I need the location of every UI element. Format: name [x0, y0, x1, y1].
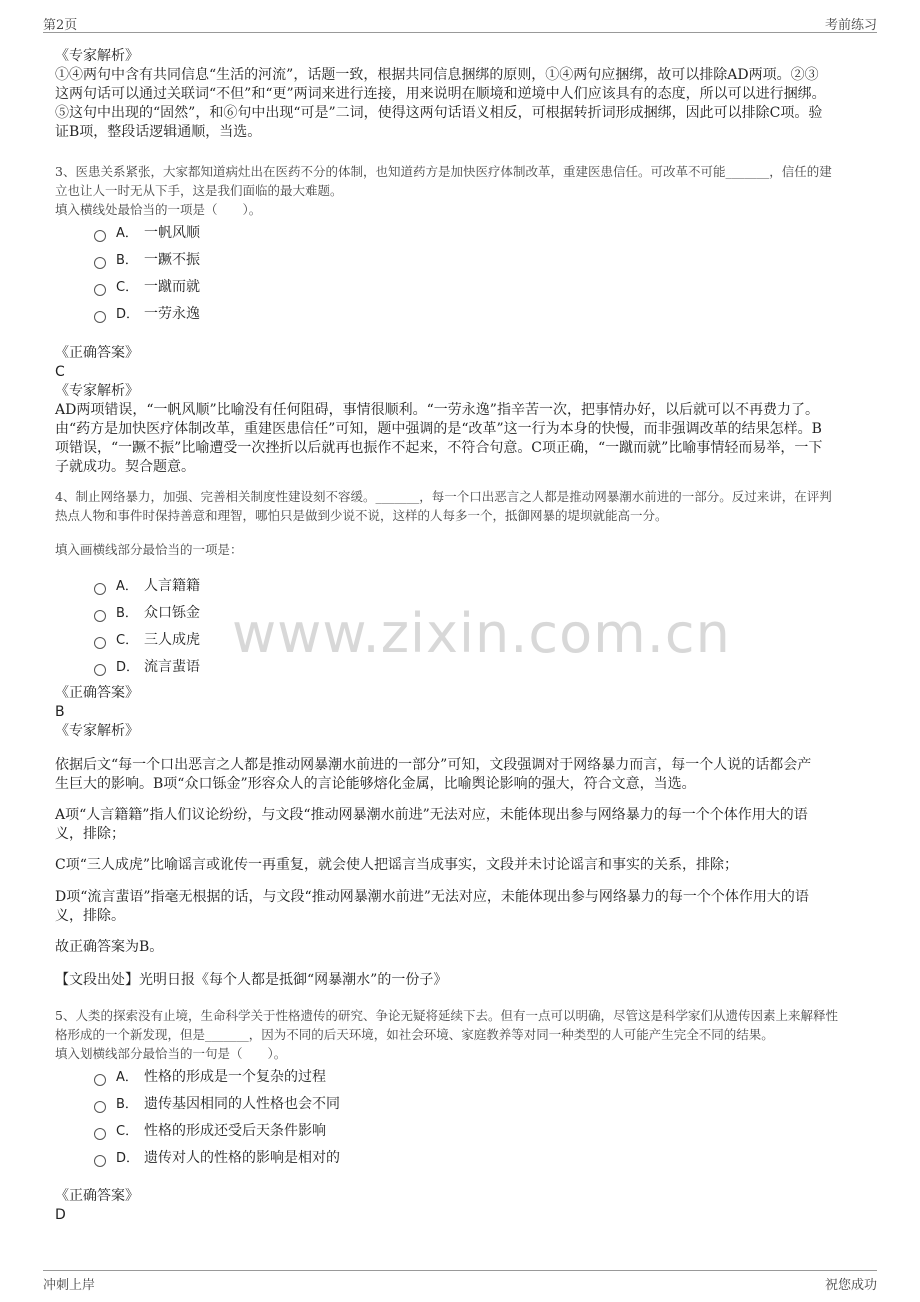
stem-line: 5、人类的探索没有止境，生命科学关于性格遗传的研究、争论无疑将延续下去。但有一点可以明确，尽管这是科学家们从遗传因素上来解释性 [55, 1008, 838, 1023]
q4-option-c[interactable] [94, 629, 200, 649]
radio-icon[interactable] [94, 311, 106, 323]
option-letter: C． [116, 280, 139, 295]
option-text: 性格的形成是一个复杂的过程 [144, 1069, 326, 1085]
analysis-line: 生巨大的影响。B项“众口铄金”形容众人的言论能够熔化金属，比喻舆论影响的强大，符合文意，当选。 [55, 776, 696, 792]
q4-conclusion: 故正确答案为B。 [55, 939, 164, 955]
q4-stem [55, 487, 865, 525]
q2-analysis-title: 《专家解析》 [55, 48, 139, 64]
stem-line: 3、医患关系紧张，大家都知道病灶出在医药不分的体制，也知道药方是加快医疗体制改革，重建医患信任。可改革不可能_______，信任的建 [55, 164, 832, 179]
stem-line: 格形成的一个新发现，但是_______，因为不同的后天环境，如社会环境、家庭教养等对同一种类型的人可能产生完全不同的结果。 [55, 1027, 774, 1042]
q5-option-d[interactable] [94, 1147, 340, 1167]
q5-option-c[interactable] [94, 1120, 326, 1140]
radio-icon[interactable] [94, 637, 106, 649]
q5-option-b[interactable] [94, 1093, 340, 1113]
analysis-line: 义，排除。 [55, 908, 125, 924]
option-letter: A． [116, 579, 138, 594]
q3-option-a[interactable] [94, 222, 200, 242]
option-letter: A． [116, 1070, 138, 1085]
q3-prompt: 填入横线处最恰当的一项是（ ）。 [55, 202, 262, 217]
q3-answer-title: 《正确答案》 [55, 345, 139, 361]
analysis-line: AD两项错误，“一帆风顺”比喻没有任何阻碍，事情很顺利。“一劳永逸”指辛苦一次，把事情办好，以后就可以不再费力了。 [55, 402, 819, 418]
option-text: 遗传基因相同的人性格也会不同 [144, 1096, 340, 1112]
q4-answer: B [55, 704, 65, 720]
radio-icon[interactable] [94, 610, 106, 622]
option-letter: D． [116, 307, 140, 322]
radio-icon[interactable] [94, 1074, 106, 1086]
q5-stem [55, 1006, 865, 1044]
radio-icon[interactable] [94, 257, 106, 269]
q5-prompt: 填入划横线部分最恰当的一句是（ ）。 [55, 1046, 287, 1061]
q4-analysis-para4 [55, 888, 865, 926]
option-text: 遗传对人的性格的影响是相对的 [144, 1150, 340, 1166]
stem-line: 热点人物和事件时保持善意和理智，哪怕只是做到少说不说，这样的人每多一个，抵御网暴的堤坝就能高一分。 [55, 508, 668, 523]
page-footer [43, 1270, 877, 1293]
page-header [43, 12, 877, 33]
radio-icon[interactable] [94, 664, 106, 676]
stem-line: 4、制止网络暴力，加强、完善相关制度性建设刻不容缓。_______，每一个口出恶言之人都是推动网暴潮水前进的一部分。反过来讲，在评判 [55, 489, 832, 504]
option-letter: D． [116, 660, 140, 675]
q5-answer: D [55, 1207, 66, 1223]
radio-icon[interactable] [94, 284, 106, 296]
q4-source: 【文段出处】光明日报《每个人都是抵御“网暴潮水”的一份子》 [55, 972, 448, 988]
radio-icon[interactable] [94, 1128, 106, 1140]
option-text: 性格的形成还受后天条件影响 [144, 1123, 326, 1139]
radio-icon[interactable] [94, 230, 106, 242]
option-letter: D． [116, 1151, 140, 1166]
q4-option-d[interactable] [94, 656, 200, 676]
analysis-line: 这两句话可以通过关联词“不但”和“更”两词来进行连接，用来说明在顺境和逆境中人们应该具有的态度，所以可以进行捆绑。 [55, 86, 826, 102]
q2-analysis [55, 66, 865, 142]
q3-option-d[interactable] [94, 303, 200, 323]
option-letter: C． [116, 633, 139, 648]
footer-right: 祝您成功 [824, 1278, 877, 1293]
q4-analysis-para1 [55, 756, 865, 794]
radio-icon[interactable] [94, 1101, 106, 1113]
q4-analysis-para2 [55, 806, 865, 844]
q3-analysis [55, 401, 865, 477]
option-text: 三人成虎 [144, 632, 200, 648]
q4-option-a[interactable] [94, 575, 200, 595]
analysis-line: 义，排除； [55, 826, 125, 842]
analysis-line: 依据后文“每一个口出恶言之人都是推动网暴潮水前进的一部分”可知，文段强调对于网络暴力而言，每一个人说的话都会产 [55, 757, 812, 773]
page-number: 第2页 [43, 18, 78, 33]
q5-option-a[interactable] [94, 1066, 326, 1086]
analysis-line: ⑤这句中出现的“固然”，和⑥句中出现“可是”二词，使得这两句话语义相反，可根据转折词形成捆绑，因此可以排除C项。验 [55, 105, 823, 121]
option-letter: B． [116, 1097, 138, 1112]
q4-analysis-para3: C项“三人成虎”比喻谣言或讹传一再重复，就会使人把谣言当成事实，文段并未讨论谣言和事实的关系，排除； [55, 857, 739, 873]
q5-answer-title: 《正确答案》 [55, 1188, 139, 1204]
option-text: 流言蜚语 [144, 659, 200, 675]
analysis-line: 由“药方是加快医疗体制改革，重建医患信任”可知，题中强调的是“改革”这一行为本身的快慢，而非强调改革的结果怎样。B [55, 421, 822, 437]
analysis-line: A项“人言籍籍”指人们议论纷纷，与文段“推动网暴潮水前进”无法对应，未能体现出参与网络暴力的每一个个体作用大的语 [55, 807, 808, 823]
analysis-line: D项“流言蜚语”指毫无根据的话，与文段“推动网暴潮水前进”无法对应，未能体现出参与网络暴力的每一个个体作用大的语 [55, 889, 809, 905]
analysis-line: 项错误，“一蹶不振”比喻遭受一次挫折以后就再也振作不起来，不符合句意。C项正确，“一蹴而就”比喻事情轻而易举，一下 [55, 440, 823, 456]
option-text: 一帆风顺 [144, 225, 200, 241]
option-letter: B． [116, 606, 138, 621]
q3-option-b[interactable] [94, 249, 200, 269]
q3-stem [55, 162, 865, 200]
stem-line: 立也让人一时无从下手，这是我们面临的最大难题。 [55, 183, 343, 198]
watermark: www.zixin.com.cn [232, 602, 731, 665]
radio-icon[interactable] [94, 583, 106, 595]
analysis-line: ①④两句中含有共同信息“生活的河流”，话题一致，根据共同信息捆绑的原则，①④两句应捆绑，故可以排除AD两项。②③ [55, 67, 819, 83]
option-letter: A． [116, 226, 138, 241]
analysis-line: 证B项，整段话逻辑通顺，当选。 [55, 124, 262, 140]
q4-option-b[interactable] [94, 602, 200, 622]
option-letter: B． [116, 253, 138, 268]
q4-analysis-title: 《专家解析》 [55, 723, 139, 739]
radio-icon[interactable] [94, 1155, 106, 1167]
option-letter: C． [116, 1124, 139, 1139]
q4-answer-title: 《正确答案》 [55, 685, 139, 701]
q4-prompt: 填入画横线部分最恰当的一项是： [55, 542, 243, 557]
footer-left: 冲刺上岸 [43, 1278, 96, 1293]
option-text: 一劳永逸 [144, 306, 200, 322]
q3-option-c[interactable] [94, 276, 200, 296]
option-text: 一蹴而就 [144, 279, 200, 295]
option-text: 一蹶不振 [144, 252, 200, 268]
analysis-line: 子就成功。契合题意。 [55, 459, 195, 475]
header-title: 考前练习 [824, 18, 877, 33]
option-text: 人言籍籍 [144, 578, 200, 594]
q3-answer: C [55, 364, 65, 380]
q3-analysis-title: 《专家解析》 [55, 383, 139, 399]
option-text: 众口铄金 [144, 605, 200, 621]
